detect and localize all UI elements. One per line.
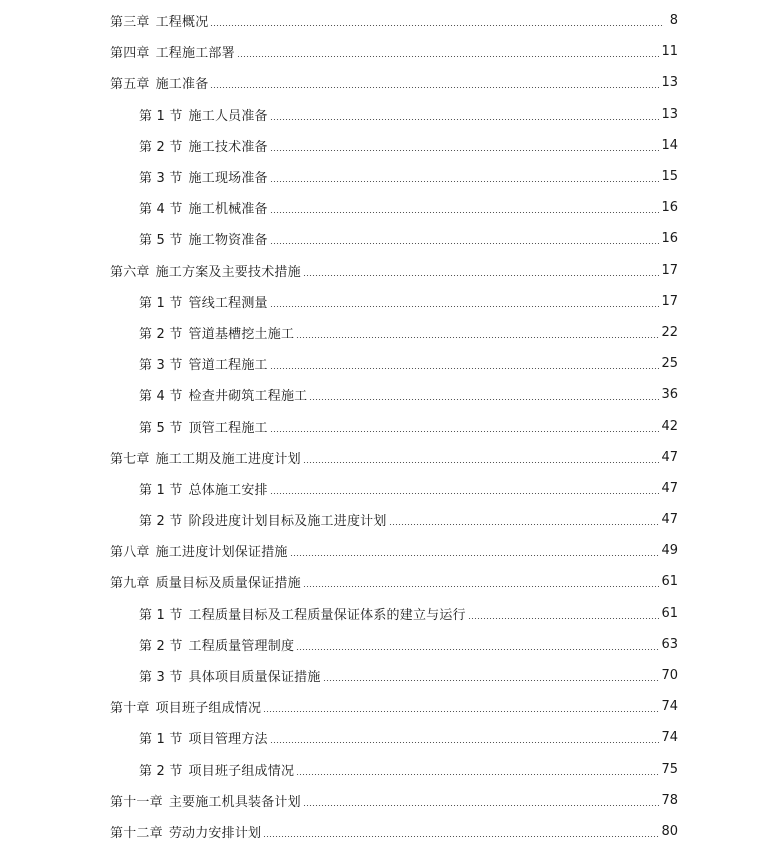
toc-chapter-entry[interactable] (0, 67, 778, 98)
dot-leader (303, 805, 660, 806)
toc-entry-label (139, 728, 268, 747)
toc-entry-label (139, 136, 268, 155)
page-number: 47 (661, 480, 678, 496)
section-number: 第 2 节 (139, 139, 183, 155)
chapter-title: 工程施工部署 (155, 46, 235, 62)
page-number: 22 (661, 324, 678, 340)
section-title: 施工物资准备 (188, 233, 268, 249)
section-title: 管道基槽挖土施工 (188, 326, 295, 342)
dot-leader (303, 586, 660, 587)
page-number: 16 (661, 231, 678, 247)
page-number: 36 (661, 387, 678, 403)
toc-entry-label (139, 229, 268, 248)
toc-entry-label (139, 198, 268, 217)
dot-leader (270, 181, 660, 182)
toc-chapter-entry[interactable] (0, 785, 778, 816)
dot-leader (296, 774, 659, 775)
toc-section-entry[interactable] (0, 660, 778, 691)
chapter-title: 质量目标及质量保证措施 (155, 576, 301, 592)
dot-leader (303, 275, 660, 276)
toc-chapter-entry[interactable] (0, 5, 778, 36)
dot-leader (210, 25, 664, 26)
toc-section-entry[interactable] (0, 410, 778, 441)
section-title: 施工人员准备 (188, 108, 268, 124)
chapter-number: 第十一章 (110, 794, 163, 810)
toc-entry-label (110, 73, 208, 92)
section-number: 第 2 节 (139, 763, 183, 779)
chapter-number: 第六章 (110, 264, 150, 280)
page-number: 49 (661, 543, 678, 559)
toc-section-entry[interactable] (0, 629, 778, 660)
chapter-title: 工程概况 (155, 15, 209, 31)
chapter-number: 第九章 (110, 576, 150, 592)
dot-leader (270, 368, 660, 369)
section-number: 第 2 节 (139, 514, 183, 530)
dot-leader (309, 399, 659, 400)
section-number: 第 3 节 (139, 358, 183, 374)
toc-entry-label (139, 385, 307, 404)
section-title: 工程质量目标及工程质量保证体系的建立与运行 (188, 607, 466, 623)
toc-section-entry[interactable] (0, 99, 778, 130)
section-title: 管道工程施工 (188, 358, 268, 374)
toc-entry-label (110, 261, 301, 280)
section-number: 第 5 节 (139, 420, 183, 436)
page-number: 63 (661, 636, 678, 652)
toc-entry-label (139, 292, 268, 311)
chapter-title: 主要施工机具装备计划 (168, 794, 301, 810)
chapter-title: 施工方案及主要技术措施 (155, 264, 301, 280)
toc-entry-label (110, 541, 288, 560)
toc-section-entry[interactable] (0, 598, 778, 629)
section-title: 管线工程测量 (188, 295, 268, 311)
chapter-title: 施工准备 (155, 77, 209, 93)
toc-section-entry[interactable] (0, 348, 778, 379)
page-number: 15 (661, 169, 678, 185)
section-number: 第 5 节 (139, 233, 183, 249)
page-number: 78 (661, 792, 678, 808)
dot-leader (323, 680, 660, 681)
chapter-number: 第七章 (110, 451, 150, 467)
toc-chapter-entry[interactable] (0, 566, 778, 597)
dot-leader (270, 493, 660, 494)
page-number: 13 (661, 106, 678, 122)
section-number: 第 1 节 (139, 295, 183, 311)
toc-entry-label (110, 448, 301, 467)
toc-entry-label (139, 167, 268, 186)
toc-chapter-entry[interactable] (0, 691, 778, 722)
toc-section-entry[interactable] (0, 130, 778, 161)
toc-section-entry[interactable] (0, 192, 778, 223)
toc-section-entry[interactable] (0, 223, 778, 254)
chapter-number: 第八章 (110, 545, 150, 561)
toc-chapter-entry[interactable] (0, 36, 778, 67)
toc-chapter-entry[interactable] (0, 442, 778, 473)
chapter-title: 施工进度计划保证措施 (155, 545, 288, 561)
toc-entry-label (110, 822, 261, 841)
dot-leader (270, 150, 660, 151)
toc-section-entry[interactable] (0, 161, 778, 192)
dot-leader (389, 524, 660, 525)
toc-entry-label (139, 417, 268, 436)
page-number: 17 (661, 293, 678, 309)
chapter-title: 劳动力安排计划 (168, 825, 262, 841)
toc-entry-label (139, 323, 294, 342)
toc-chapter-entry[interactable] (0, 535, 778, 566)
page-number: 11 (661, 44, 678, 60)
dot-leader (468, 618, 660, 619)
section-number: 第 2 节 (139, 326, 183, 342)
dot-leader (237, 56, 660, 57)
toc-chapter-entry[interactable] (0, 816, 778, 847)
page-number: 61 (661, 574, 678, 590)
page-number: 14 (661, 137, 678, 153)
toc-section-entry[interactable] (0, 379, 778, 410)
section-title: 阶段进度计划目标及施工进度计划 (188, 514, 387, 530)
dot-leader (263, 836, 659, 837)
toc-section-entry[interactable] (0, 286, 778, 317)
dot-leader (210, 87, 659, 88)
page-number: 80 (661, 823, 678, 839)
section-number: 第 3 节 (139, 670, 183, 686)
table-of-contents (0, 5, 778, 847)
dot-leader (270, 119, 660, 120)
section-title: 施工技术准备 (188, 139, 268, 155)
dot-leader (270, 243, 660, 244)
toc-section-entry[interactable] (0, 754, 778, 785)
page-number: 70 (661, 668, 678, 684)
toc-entry-label (110, 791, 301, 810)
page-number: 25 (661, 356, 678, 372)
dot-leader (296, 337, 659, 338)
toc-section-entry[interactable] (0, 317, 778, 348)
page-number: 16 (661, 200, 678, 216)
dot-leader (303, 462, 660, 463)
dot-leader (263, 711, 659, 712)
section-title: 施工机械准备 (188, 202, 268, 218)
section-title: 检查井砌筑工程施工 (188, 389, 308, 405)
toc-entry-label (139, 354, 268, 373)
toc-entry-label (139, 105, 268, 124)
toc-entry-label (139, 666, 321, 685)
toc-section-entry[interactable] (0, 722, 778, 753)
section-title: 项目管理方法 (188, 732, 268, 748)
dot-leader (270, 306, 660, 307)
toc-entry-label (139, 604, 466, 623)
chapter-number: 第十二章 (110, 825, 163, 841)
toc-entry-label (139, 635, 294, 654)
toc-section-entry[interactable] (0, 504, 778, 535)
page-number: 61 (661, 605, 678, 621)
section-title: 工程质量管理制度 (188, 638, 295, 654)
dot-leader (270, 431, 660, 432)
page-number: 75 (661, 761, 678, 777)
section-number: 第 1 节 (139, 607, 183, 623)
section-number: 第 4 节 (139, 389, 183, 405)
page-number: 8 (669, 13, 678, 29)
toc-entry-label (139, 510, 387, 529)
page-number: 74 (661, 699, 678, 715)
section-title: 施工现场准备 (188, 171, 268, 187)
toc-entry-label (110, 697, 261, 716)
toc-entry-label (139, 479, 268, 498)
chapter-number: 第十章 (110, 701, 150, 717)
dot-leader (290, 555, 660, 556)
page-number: 42 (661, 418, 678, 434)
toc-entry-label (110, 572, 301, 591)
section-number: 第 2 节 (139, 638, 183, 654)
section-number: 第 3 节 (139, 171, 183, 187)
toc-entry-label (110, 42, 235, 61)
section-title: 项目班子组成情况 (188, 763, 295, 779)
section-number: 第 4 节 (139, 202, 183, 218)
dot-leader (270, 212, 660, 213)
section-number: 第 1 节 (139, 108, 183, 124)
page-number: 13 (661, 75, 678, 91)
toc-entry-label (139, 760, 294, 779)
page-number: 47 (661, 449, 678, 465)
chapter-title: 项目班子组成情况 (155, 701, 262, 717)
chapter-number: 第三章 (110, 15, 150, 31)
page-number: 74 (661, 730, 678, 746)
section-title: 具体项目质量保证措施 (188, 670, 321, 686)
toc-chapter-entry[interactable] (0, 255, 778, 286)
dot-leader (270, 742, 660, 743)
section-number: 第 1 节 (139, 732, 183, 748)
section-title: 顶管工程施工 (188, 420, 268, 436)
page-number: 47 (661, 512, 678, 528)
section-title: 总体施工安排 (188, 482, 268, 498)
chapter-title: 施工工期及施工进度计划 (155, 451, 301, 467)
toc-entry-label (110, 11, 208, 30)
dot-leader (296, 649, 659, 650)
toc-section-entry[interactable] (0, 473, 778, 504)
chapter-number: 第五章 (110, 77, 150, 93)
chapter-number: 第四章 (110, 46, 150, 62)
page-number: 17 (661, 262, 678, 278)
section-number: 第 1 节 (139, 482, 183, 498)
